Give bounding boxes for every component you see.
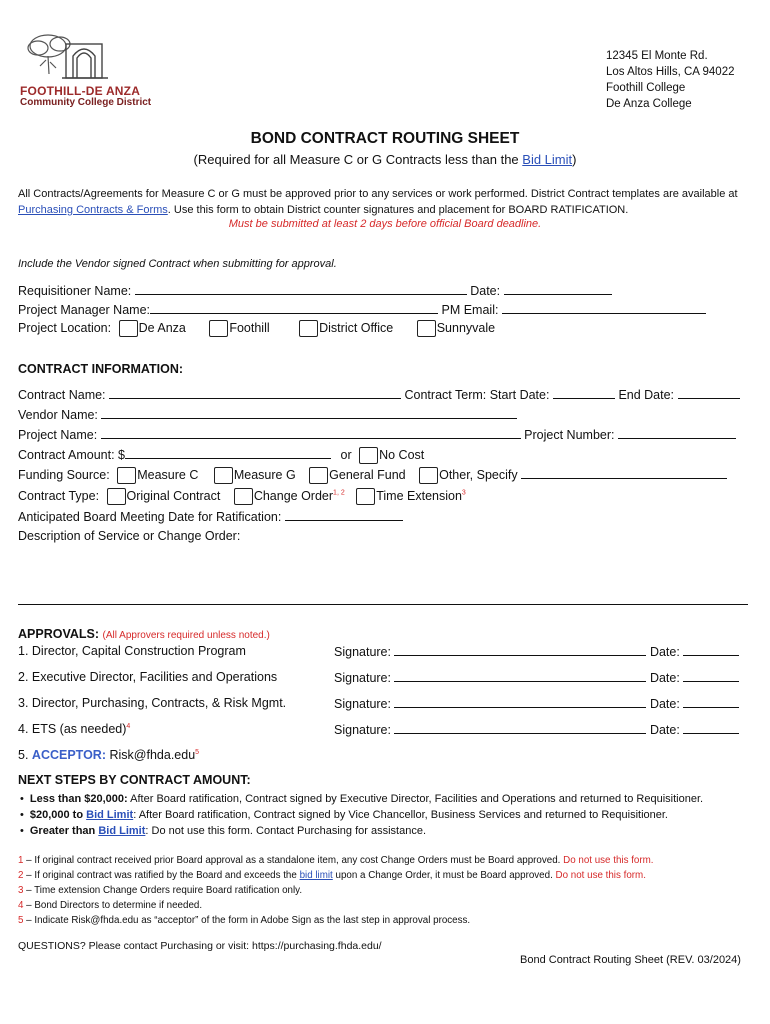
acceptor-email: Risk@fhda.edu <box>109 748 196 762</box>
bid-limit-link[interactable]: bid limit <box>299 870 333 881</box>
questions-note: QUESTIONS? Please contact Purchasing or visit: https://purchasing.fhda.edu/ <box>18 940 382 952</box>
approver-1-signature: Signature: Date: <box>334 644 739 659</box>
type-change-order-checkbox[interactable] <box>234 488 253 505</box>
type-time-extension-checkbox[interactable] <box>356 488 375 505</box>
footnotes <box>18 853 654 928</box>
requisition-date-field[interactable] <box>504 283 612 295</box>
acceptor-row: 5. ACCEPTOR: Risk@fhda.edu$^5$ <box>18 748 200 762</box>
list-item: • Greater than Bid Limit: Do not use this form. Contact Purchasing for assistance. <box>18 823 703 839</box>
description-label: Description of Service or Change Order: <box>18 529 241 543</box>
address-line: De Anza College <box>606 98 692 110</box>
requisitioner-row: Requisitioner Name: Date: <box>18 283 612 298</box>
next-steps-heading: NEXT STEPS BY CONTRACT AMOUNT: <box>18 773 251 787</box>
footnote: 3 – Time extension Change Orders require Board ratification only. <box>18 885 303 896</box>
footnote: 5 – Indicate Risk@fhda.edu as “acceptor” of the form in Adobe Sign as the last step in approval process. <box>18 915 471 926</box>
description-field[interactable] <box>18 604 748 605</box>
board-date-row: Anticipated Board Meeting Date for Ratification: <box>18 509 403 524</box>
contract-info-heading: CONTRACT INFORMATION: <box>18 362 184 376</box>
vendor-name-field[interactable] <box>101 407 517 419</box>
funding-measure-g-checkbox[interactable] <box>214 467 233 484</box>
location-deanza-checkbox[interactable] <box>119 320 138 337</box>
address-block <box>606 48 735 112</box>
logo-text-line2: Community College District <box>20 97 152 108</box>
project-name-field[interactable] <box>101 427 521 439</box>
contract-name-row: Contract Name: Contract Term: Start Date: End Date: <box>18 387 740 402</box>
project-manager-row: Project Manager Name: PM Email: <box>18 302 706 317</box>
contract-amount-row: Contract Amount: $ or No Cost <box>18 447 424 464</box>
approver-4-signature-field[interactable] <box>394 722 646 734</box>
approver-4-signature: Signature: Date: <box>334 722 739 737</box>
approver-1-label: 1. Director, Capital Construction Program <box>18 644 246 658</box>
footnote: 1 – If original contract received prior Board approval as a standalone item, any cost Change Orders must be Board approved. Do not use this form. <box>18 855 654 866</box>
bid-limit-link[interactable]: Bid Limit <box>86 809 134 821</box>
contract-amount-field[interactable] <box>125 447 331 459</box>
start-date-field[interactable] <box>553 387 615 399</box>
vendor-row: Vendor Name: <box>18 407 517 422</box>
location-district-office-checkbox[interactable] <box>299 320 318 337</box>
approver-3-label: 3. Director, Purchasing, Contracts, & Risk Mgmt. <box>18 696 287 710</box>
next-steps-list <box>18 791 703 839</box>
footnote: 2 – If original contract was ratified by the Board and exceeds the bid limit upon a Change Order, it must be Board approved. Do not use this form. <box>18 870 646 881</box>
location-foothill-checkbox[interactable] <box>209 320 228 337</box>
funding-measure-c-checkbox[interactable] <box>117 467 136 484</box>
requisitioner-name-field[interactable] <box>135 283 467 295</box>
type-original-checkbox[interactable] <box>107 488 126 505</box>
bid-limit-link[interactable]: Bid Limit <box>98 825 146 837</box>
list-item: • Less than $20,000: After Board ratification, Contract signed by Executive Director, Facilities and Operations and returned to Requisitioner. <box>18 791 703 807</box>
project-location-row: Project Location: De Anza Foothill District Office Sunnyvale <box>18 320 495 337</box>
approver-1-signature-field[interactable] <box>394 644 646 656</box>
location-sunnyvale-checkbox[interactable] <box>417 320 436 337</box>
approver-3-signature: Signature: Date: <box>334 696 739 711</box>
funding-general-fund-checkbox[interactable] <box>309 467 328 484</box>
list-item: • $20,000 to Bid Limit: After Board ratification, Contract signed by Vice Chancellor, Business Services and returned to Requisitioner. <box>18 807 703 823</box>
page-subtitle: (Required for all Measure C or G Contracts less than the Bid Limit) <box>193 152 577 167</box>
contract-name-field[interactable] <box>109 387 401 399</box>
approver-2-label: 2. Executive Director, Facilities and Operations <box>18 670 278 684</box>
end-date-field[interactable] <box>678 387 740 399</box>
intro-paragraph: All Contracts/Agreements for Measure C or G must be approved prior to any services or work performed. District Contract templates are available at Purchasing Contracts & Forms. Use this form to obtain District counter signatures and placement for BOARD RATIFICATION. <box>18 188 738 216</box>
approvals-heading: APPROVALS: (All Approvers required unless noted.) <box>18 627 270 641</box>
funding-other-field[interactable] <box>521 467 727 479</box>
approver-2-signature-field[interactable] <box>394 670 646 682</box>
project-name-row: Project Name: Project Number: <box>18 427 736 442</box>
approver-1-date-field[interactable] <box>683 644 739 656</box>
deadline-note: Must be submitted at least 2 days before official Board deadline. <box>228 218 542 230</box>
page-title: BOND CONTRACT ROUTING SHEET <box>250 130 520 147</box>
address-line: Foothill College <box>606 82 686 94</box>
approver-3-signature-field[interactable] <box>394 696 646 708</box>
funding-source-row: Funding Source: Measure C Measure G General Fund Other, Specify <box>18 467 727 484</box>
footer-revision: Bond Contract Routing Sheet (REV. 03/2024) <box>520 954 741 966</box>
project-number-field[interactable] <box>618 427 736 439</box>
approver-4-label: 4. ETS (as needed)$^4$ <box>18 722 131 736</box>
approver-4-date-field[interactable] <box>683 722 739 734</box>
logo-text-line1: FOOTHILL-DE ANZA <box>20 84 141 98</box>
pm-email-field[interactable] <box>502 302 706 314</box>
address-line: Los Altos Hills, CA 94022 <box>606 66 735 78</box>
funding-other-checkbox[interactable] <box>419 467 438 484</box>
include-vendor-note: Include the Vendor signed Contract when submitting for approval. <box>18 258 337 270</box>
contract-type-row: Contract Type: Original Contract Change Order$^{1, 2}$ Time Extension$^3$ <box>18 488 466 505</box>
approver-3-date-field[interactable] <box>683 696 739 708</box>
pm-name-field[interactable] <box>150 302 438 314</box>
board-date-field[interactable] <box>285 509 403 521</box>
approver-2-signature: Signature: Date: <box>334 670 739 685</box>
address-line: 12345 El Monte Rd. <box>606 50 708 62</box>
bid-limit-link[interactable]: Bid Limit <box>522 152 573 167</box>
footnote: 4 – Bond Directors to determine if needed. <box>18 900 203 911</box>
approver-2-date-field[interactable] <box>683 670 739 682</box>
purchasing-contracts-link[interactable]: Purchasing Contracts & Forms <box>18 204 168 216</box>
no-cost-checkbox[interactable] <box>359 447 378 464</box>
